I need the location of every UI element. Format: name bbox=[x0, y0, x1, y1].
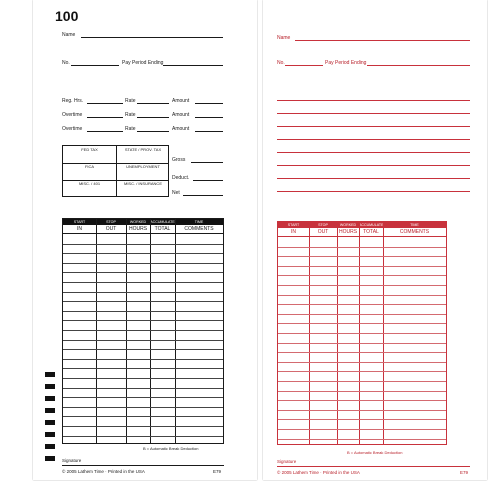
table-row-line bbox=[63, 340, 223, 341]
fed-tax-label: FED TAX bbox=[81, 147, 98, 152]
table-row-line bbox=[63, 330, 223, 331]
table-row-line bbox=[63, 416, 223, 417]
table-row-line bbox=[63, 301, 223, 302]
copyright-footer: © 2005 Lathem Time · Printed in the USA bbox=[62, 469, 145, 474]
worked-header: WORKED bbox=[339, 223, 357, 227]
table-row-line bbox=[63, 272, 223, 273]
blank-line[interactable] bbox=[277, 113, 470, 114]
table-row-line bbox=[278, 410, 446, 411]
reg-hrs-line[interactable] bbox=[87, 103, 123, 104]
time-card-front bbox=[33, 0, 257, 480]
total-header: TOTAL bbox=[154, 226, 171, 232]
table-row-line bbox=[278, 381, 446, 382]
time-header: TIME bbox=[410, 223, 419, 227]
amount-line[interactable] bbox=[195, 117, 223, 118]
rate-line[interactable] bbox=[137, 103, 169, 104]
table-row-line bbox=[278, 362, 446, 363]
unemployment-label: UNEMPLOYMENT bbox=[126, 164, 160, 169]
form-code: E79 bbox=[460, 470, 469, 475]
barcode-stripe bbox=[45, 384, 55, 389]
table-row-line bbox=[63, 426, 223, 427]
no-line[interactable] bbox=[71, 65, 119, 66]
hours-header: HOURS bbox=[338, 229, 358, 235]
copyright-footer: © 2005 Lathem Time · Printed in the USA bbox=[277, 470, 360, 475]
overtime-line[interactable] bbox=[87, 131, 123, 132]
signature-line[interactable] bbox=[277, 466, 470, 467]
break-note: B = Automatic Break Deduction bbox=[143, 446, 199, 451]
table-row-line bbox=[63, 320, 223, 321]
accumulate-header: ACCUMULATE bbox=[359, 223, 384, 227]
table-row-line bbox=[278, 419, 446, 420]
table-row-line bbox=[63, 378, 223, 379]
tax-box-grid bbox=[62, 145, 169, 197]
barcode-stripe bbox=[45, 420, 55, 425]
signature-line[interactable] bbox=[62, 465, 224, 466]
blank-line[interactable] bbox=[277, 139, 470, 140]
table-row-line bbox=[63, 388, 223, 389]
overtime-label: Overtime bbox=[62, 126, 83, 132]
barcode-stripe bbox=[45, 456, 55, 461]
blank-line[interactable] bbox=[277, 126, 470, 127]
rate-label: Rate bbox=[125, 112, 136, 118]
table-row-line bbox=[278, 266, 446, 267]
table-row-line bbox=[278, 343, 446, 344]
table-row-line bbox=[63, 311, 223, 312]
barcode-stripe bbox=[45, 444, 55, 449]
gross-line[interactable] bbox=[191, 162, 223, 163]
stop-header: STOP bbox=[106, 220, 116, 224]
out-header: OUT bbox=[105, 226, 117, 232]
time-table-sub-header bbox=[63, 225, 223, 234]
blank-line[interactable] bbox=[277, 152, 470, 153]
time-card-back bbox=[263, 0, 487, 480]
rate-label: Rate bbox=[125, 98, 136, 104]
amount-line[interactable] bbox=[195, 131, 223, 132]
table-row-line bbox=[278, 323, 446, 324]
reg-hrs-label: Reg. Hrs. bbox=[62, 98, 84, 104]
amount-label: Amount bbox=[172, 98, 190, 104]
blank-line[interactable] bbox=[277, 165, 470, 166]
no-line[interactable] bbox=[285, 65, 323, 66]
barcode-stripe bbox=[45, 396, 55, 401]
table-row-line bbox=[278, 371, 446, 372]
table-row-line bbox=[278, 314, 446, 315]
table-row-line bbox=[63, 253, 223, 254]
table-row-line bbox=[63, 436, 223, 437]
table-row-line bbox=[278, 304, 446, 305]
deduct-label: Deduct. bbox=[172, 175, 190, 181]
table-row-line bbox=[278, 247, 446, 248]
deduct-line[interactable] bbox=[193, 180, 223, 181]
table-row-line bbox=[63, 282, 223, 283]
table-row-line bbox=[278, 352, 446, 353]
in-header: IN bbox=[77, 226, 82, 232]
card-number: 100 bbox=[55, 8, 79, 24]
table-row-line bbox=[278, 439, 446, 440]
table-row-line bbox=[278, 400, 446, 401]
time-table-sub-header bbox=[278, 228, 446, 237]
comments-header: COMMENTS bbox=[184, 226, 214, 232]
table-row-line bbox=[63, 349, 223, 350]
table-row-line bbox=[63, 292, 223, 293]
net-line[interactable] bbox=[183, 195, 223, 196]
misc-insurance-label: MISC. / INSURANCE bbox=[123, 181, 162, 186]
signature-label: Signature bbox=[277, 459, 297, 464]
name-label: Name bbox=[62, 32, 76, 38]
state-tax-label: STATE / PROV. TAX bbox=[124, 147, 162, 152]
rate-line[interactable] bbox=[137, 131, 169, 132]
out-header: OUT bbox=[317, 229, 329, 235]
table-row-line bbox=[63, 397, 223, 398]
table-row-line bbox=[63, 244, 223, 245]
table-row-line bbox=[63, 263, 223, 264]
time-header: TIME bbox=[194, 220, 204, 224]
amount-label: Amount bbox=[172, 126, 190, 132]
stop-header: STOP bbox=[318, 223, 328, 227]
table-row-line bbox=[278, 295, 446, 296]
overtime-line[interactable] bbox=[87, 117, 123, 118]
barcode-stripe bbox=[45, 432, 55, 437]
table-row-line bbox=[278, 275, 446, 276]
pay-period-label: Pay Period Ending bbox=[325, 60, 367, 66]
table-row-line bbox=[278, 429, 446, 430]
gross-label: Gross bbox=[172, 157, 186, 163]
fica-label: FICA bbox=[84, 164, 95, 169]
overtime-label: Overtime bbox=[62, 112, 83, 118]
amount-label: Amount bbox=[172, 112, 190, 118]
name-label: Name bbox=[277, 35, 291, 41]
pay-period-line[interactable] bbox=[163, 65, 223, 66]
barcode-stripe bbox=[45, 372, 55, 377]
name-line[interactable] bbox=[295, 40, 470, 41]
table-row-line bbox=[63, 407, 223, 408]
table-row-line bbox=[278, 391, 446, 392]
hours-header: HOURS bbox=[128, 226, 148, 232]
table-row-line bbox=[278, 256, 446, 257]
accumulate-header: ACCUMULATE bbox=[150, 220, 175, 224]
signature-label: Signature bbox=[62, 458, 82, 463]
table-row-line bbox=[63, 359, 223, 360]
start-header: START bbox=[287, 223, 300, 227]
net-label: Net bbox=[172, 190, 180, 196]
table-row-line bbox=[278, 333, 446, 334]
start-header: START bbox=[73, 220, 86, 224]
total-header: TOTAL bbox=[363, 229, 379, 235]
break-note: B = Automatic Break Deduction bbox=[347, 450, 403, 455]
barcode-stripe bbox=[45, 408, 55, 413]
blank-line[interactable] bbox=[277, 178, 470, 179]
rate-label: Rate bbox=[125, 126, 136, 132]
no-label: No. bbox=[277, 60, 285, 66]
name-line[interactable] bbox=[81, 37, 223, 38]
table-row-line bbox=[278, 285, 446, 286]
blank-line[interactable] bbox=[277, 191, 470, 192]
table-row-line bbox=[63, 368, 223, 369]
pay-period-label: Pay Period Ending bbox=[122, 60, 164, 66]
comments-header: COMMENTS bbox=[399, 229, 430, 235]
worked-header: WORKED bbox=[129, 220, 147, 224]
blank-line[interactable] bbox=[277, 100, 470, 101]
misc-401-label: MISC. / 401 bbox=[78, 181, 101, 186]
amount-line[interactable] bbox=[195, 103, 223, 104]
no-label: No. bbox=[62, 60, 70, 66]
time-table bbox=[277, 221, 447, 445]
in-header: IN bbox=[291, 229, 296, 235]
rate-line[interactable] bbox=[137, 117, 169, 118]
pay-period-line[interactable] bbox=[367, 65, 470, 66]
time-table bbox=[62, 218, 224, 444]
form-code: E79 bbox=[213, 469, 222, 474]
